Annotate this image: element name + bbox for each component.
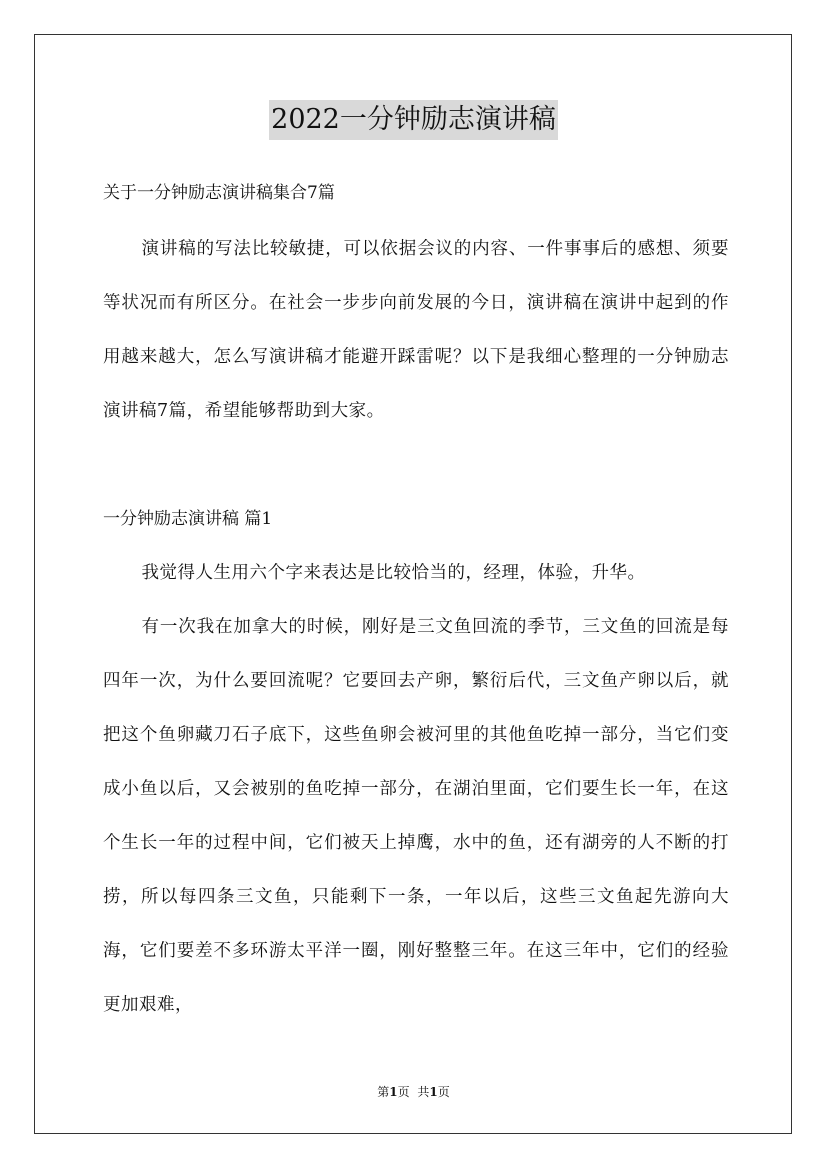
- footer-total-prefix: 共: [417, 1085, 430, 1099]
- footer-page-number: 1: [389, 1085, 398, 1099]
- section-paragraph-1: 我觉得人生用六个字来表达是比较恰当的，经理，体验，升华。: [141, 563, 646, 583]
- footer-page-prefix: 第: [377, 1085, 390, 1099]
- document-title-container: [0, 100, 827, 140]
- footer-total-suffix: 页: [437, 1085, 450, 1099]
- document-subtitle: 关于一分钟励志演讲稿集合7篇: [103, 183, 335, 203]
- footer-total-number: 1: [429, 1085, 438, 1099]
- intro-paragraph: 演讲稿的写法比较敏捷，可以依据会议的内容、一件事事后的感想、须要等状况而有所区分。在社会一步步向前发展的今日，演讲稿在演讲中起到的作用越来越大，怎么写演讲稿才能避开踩雷呢？以下是我细心整理的一分钟励志演讲稿7篇，希望能够帮助到大家。: [103, 239, 729, 421]
- section-paragraph-2: 有一次我在加拿大的时候，刚好是三文鱼回流的季节，三文鱼的回流是每四年一次，为什么要回流呢？它要回去产卵，繁衍后代，三文鱼产卵以后，就把这个鱼卵藏刀石子底下，这些鱼卵会被河里的其他鱼吃掉一部分，当它们变成小鱼以后，又会被别的鱼吃掉一部分，在湖泊里面，它们要生长一年，在这个生长一年的过程中间，它们被天上掉鹰，水中的鱼，还有湖旁的人不断的打捞，所以每四条三文鱼，只能剩下一条，一年以后，这些三文鱼起先游向大海，它们要差不多环游太平洋一圈，刚好整整三年。在这三年中，它们的经验更加艰难，: [103, 617, 729, 1015]
- page-footer: [0, 1083, 827, 1101]
- section-heading: 一分钟励志演讲稿 篇1: [103, 509, 273, 529]
- document-title: 2022一分钟励志演讲稿: [269, 100, 558, 140]
- footer-page-suffix: 页: [397, 1085, 410, 1099]
